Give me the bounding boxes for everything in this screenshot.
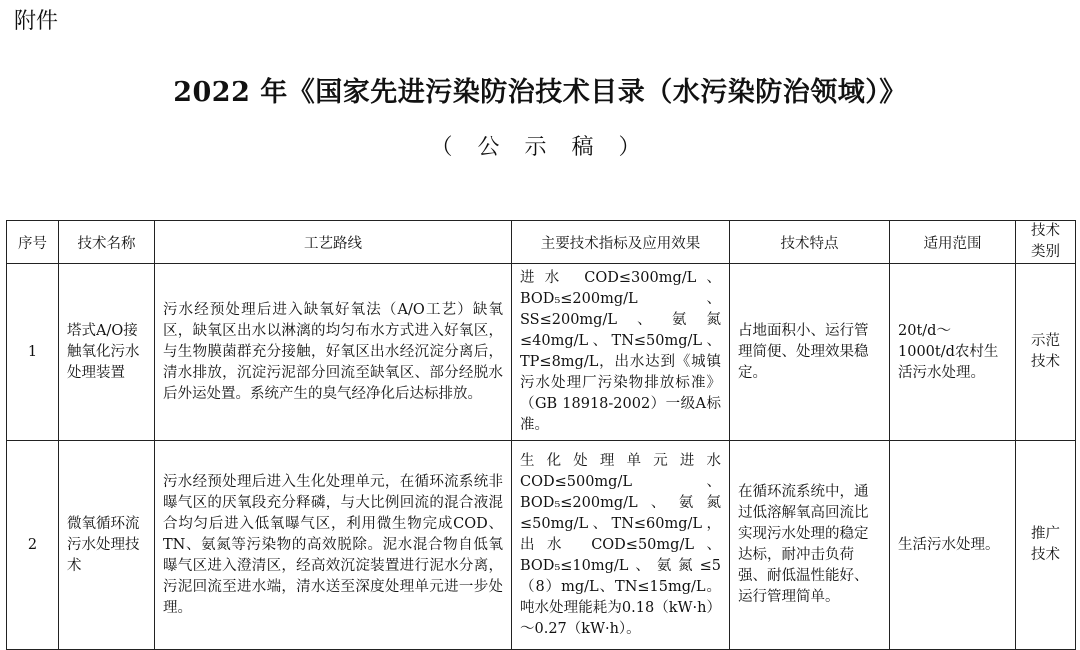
cell-process: 污水经预处理后进入缺氧好氧法（A/O工艺）缺氧区，缺氧区出水以淋漓的均匀布水方式进入好氧区，与生物膜菌群充分接触，好氧区出水经沉淀分离后，清水排放，沉淀污泥部分回流至缺氧区、部分经脱水后外运处置。系统产生的臭气经净化后达标排放。 — [155, 264, 512, 441]
cell-features: 占地面积小、运行管理简便、处理效果稳定。 — [730, 264, 890, 441]
cell-indicators: 进水 COD≤300mg/L、BOD₅≤200mg/L、SS≤200mg/L、氨氮≤40mg/L、TN≤50mg/L、TP≤8mg/L，出水达到《城镇污水处理厂污染物排放标准》（GB 18918-2002）一级A标准。 — [512, 264, 730, 441]
cell-name: 微氧循环流污水处理技术 — [59, 441, 155, 650]
header-category: 技术类别 — [1016, 221, 1076, 264]
technology-table — [6, 220, 1076, 650]
header-process: 工艺路线 — [155, 221, 512, 264]
table-header-row — [7, 221, 1076, 264]
header-name: 技术名称 — [59, 221, 155, 264]
cell-indicators: 生化处理单元进水 COD≤500mg/L、BOD₅≤200mg/L、氨氮≤50mg/L、TN≤60mg/L，出水 COD≤50mg/L、BOD₅≤10mg/L、氨氮≤5（8）mg/L、TN≤15mg/L。吨水处理能耗为0.18（kW·h）～0.27（kW·h）。 — [512, 441, 730, 650]
cell-category: 推广技术 — [1016, 441, 1076, 650]
header-indicators: 主要技术指标及应用效果 — [512, 221, 730, 264]
cell-scope: 生活污水处理。 — [890, 441, 1016, 650]
header-features: 技术特点 — [730, 221, 890, 264]
document-title: 2022 年《国家先进污染防治技术目录（水污染防治领域）》 — [173, 77, 907, 108]
header-scope: 适用范围 — [890, 221, 1016, 264]
cell-no: 2 — [7, 441, 59, 650]
cell-scope: 20t/d～1000t/d农村生活污水处理。 — [890, 264, 1016, 441]
cell-features: 在循环流系统中，通过低溶解氧高回流比实现污水处理的稳定达标，耐冲击负荷强、耐低温性能好、运行管理简单。 — [730, 441, 890, 650]
cell-name: 塔式A/O接触氧化污水处理装置 — [59, 264, 155, 441]
document-subtitle: （ 公 示 稿 ） — [430, 135, 650, 160]
table-row — [7, 264, 1076, 441]
header-no: 序号 — [7, 221, 59, 264]
cell-process: 污水经预处理后进入生化处理单元，在循环流系统非曝气区的厌氧段充分释磷，与大比例回流的混合液混合均匀后进入低氧曝气区，利用微生物完成COD、TN、氨氮等污染物的高效脱除。泥水混合物自低氧曝气区进入澄清区，经高效沉淀装置进行泥水分离，污泥回流至进水端，清水送至深度处理单元进一步处理。 — [155, 441, 512, 650]
table-row — [7, 441, 1076, 650]
cell-no: 1 — [7, 264, 59, 441]
attachment-label: 附件 — [14, 9, 59, 34]
cell-category: 示范技术 — [1016, 264, 1076, 441]
